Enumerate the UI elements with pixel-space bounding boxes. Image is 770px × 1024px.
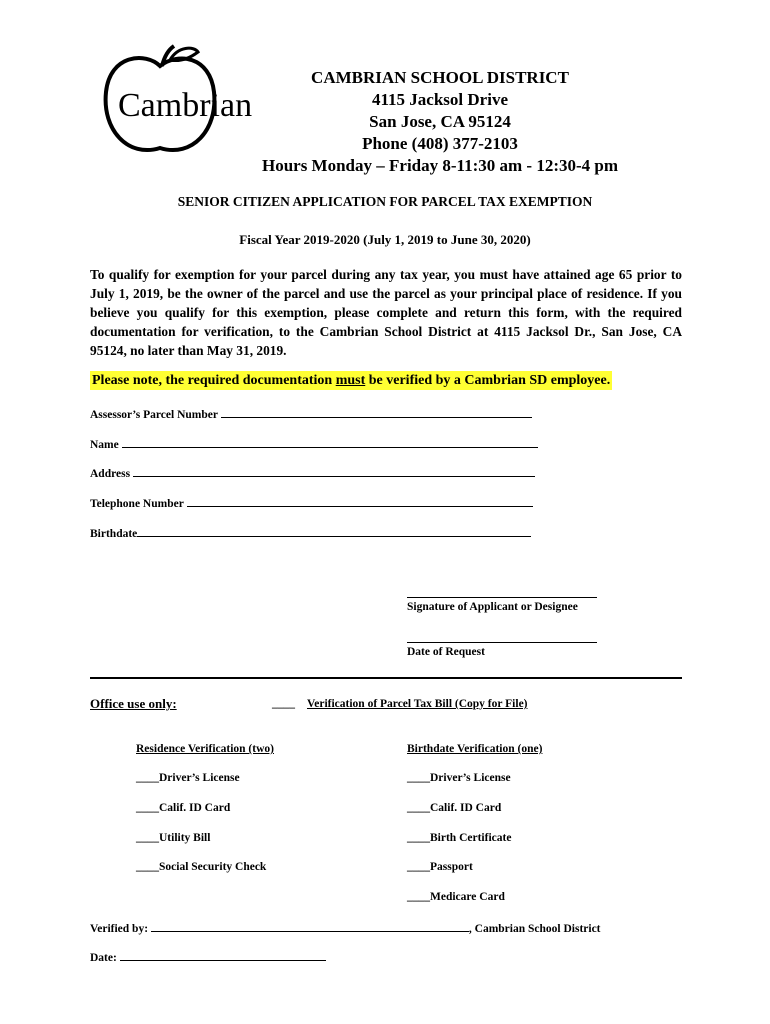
district-name: CAMBRIAN SCHOOL DISTRICT — [311, 68, 569, 87]
date-of-request-label: Date of Request — [407, 646, 485, 658]
apple-logo-icon — [98, 44, 253, 162]
apn-field[interactable] — [90, 407, 532, 421]
district-city: San Jose, CA 95124 — [369, 112, 511, 131]
address-line[interactable] — [133, 466, 535, 477]
date-of-request-line[interactable] — [407, 642, 597, 643]
parcel-bill-label: Verification of Parcel Tax Bill (Copy for File) — [307, 698, 528, 710]
note-after: be verified by a Cambrian SD employee. — [365, 373, 611, 388]
fiscal-year: Fiscal Year 2019-2020 (July 1, 2019 to June 30, 2020) — [239, 232, 531, 247]
birthdate-label: Birthdate — [90, 528, 138, 540]
district-street: 4115 Jacksol Drive — [372, 90, 508, 109]
note-emphasis: must — [335, 373, 366, 388]
residence-item[interactable]: ____Driver’s License — [136, 772, 240, 784]
birthdate-field[interactable] — [90, 526, 531, 540]
telephone-line[interactable] — [187, 496, 533, 507]
verified-by-field[interactable] — [90, 921, 601, 935]
highlighted-note — [90, 371, 612, 390]
birthdate-item[interactable]: ____Passport — [407, 861, 473, 873]
telephone-label: Telephone Number — [90, 498, 184, 510]
note-before: Please note, the required documentation — [92, 373, 336, 388]
address-field[interactable] — [90, 466, 535, 480]
office-use-heading: Office use only: — [90, 696, 177, 711]
name-field[interactable] — [90, 437, 538, 451]
verified-by-label: Verified by: — [90, 923, 149, 935]
name-label: Name — [90, 439, 119, 451]
cambrian-logo — [98, 44, 253, 162]
residence-item[interactable]: ____Social Security Check — [136, 861, 267, 873]
section-divider — [90, 677, 682, 679]
apn-label: Assessor’s Parcel Number — [90, 409, 218, 421]
telephone-field[interactable] — [90, 496, 533, 510]
birthdate-item[interactable]: ____Driver’s License — [407, 772, 511, 784]
birthdate-line[interactable] — [137, 526, 531, 537]
residence-item[interactable]: ____Calif. ID Card — [136, 802, 231, 814]
signature-label: Signature of Applicant or Designee — [407, 601, 578, 613]
residence-item[interactable]: ____Utility Bill — [136, 832, 211, 844]
verified-by-line[interactable] — [151, 921, 469, 932]
district-phone: Phone (408) 377-2103 — [362, 134, 518, 153]
birthdate-item[interactable]: ____Birth Certificate — [407, 832, 512, 844]
instructions-paragraph: To qualify for exemption for your parcel during any tax year, you must have attained age 65 prior to July 1, 2019, be the owner of the parcel and use the parcel as your principal place of residence. If you believe you qualify for this exemption, please complete and return this form, with the required documentation for verification, to the Cambrian School District at 4115 Jacksol Dr., San Jose, CA 95124, no later than May 31, 2019. — [90, 267, 682, 358]
office-date-field[interactable] — [90, 950, 326, 964]
birthdate-item[interactable]: ____Calif. ID Card — [407, 802, 502, 814]
birthdate-heading: Birthdate Verification (one) — [407, 743, 543, 755]
signature-line[interactable] — [407, 597, 597, 598]
apn-line[interactable] — [221, 407, 532, 418]
residence-heading: Residence Verification (two) — [136, 743, 274, 755]
office-date-label: Date: — [90, 952, 117, 964]
district-hours: Hours Monday – Friday 8-11:30 am - 12:30-4 pm — [261, 156, 619, 175]
form-title: SENIOR CITIZEN APPLICATION FOR PARCEL TAX EXEMPTION — [177, 194, 593, 209]
address-label: Address — [90, 468, 131, 480]
verified-by-suffix: , Cambrian School District — [468, 923, 601, 935]
name-line[interactable] — [122, 437, 538, 448]
logo-text: Cambrian — [118, 87, 253, 124]
parcel-bill-blank[interactable]: ____ — [272, 698, 295, 710]
birthdate-item[interactable]: ____Medicare Card — [407, 891, 505, 903]
office-date-line[interactable] — [120, 950, 326, 961]
